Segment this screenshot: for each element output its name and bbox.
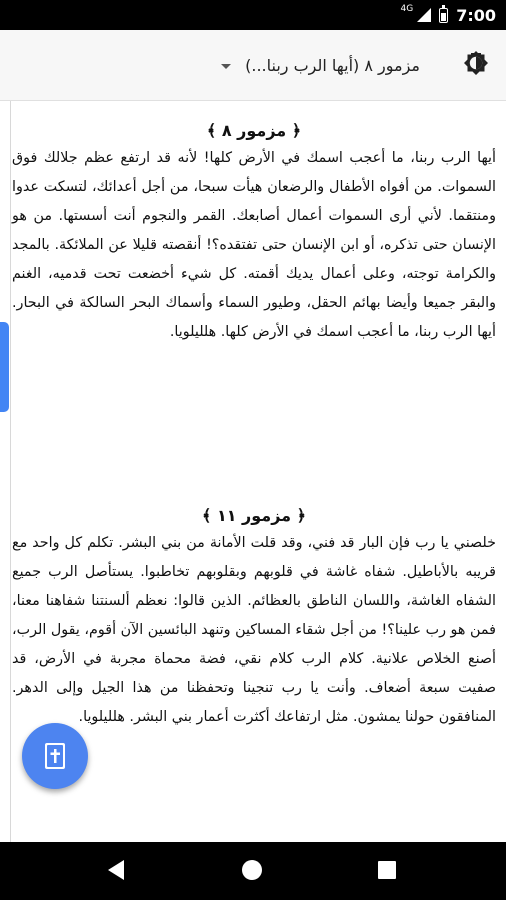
brightness-icon[interactable]	[462, 49, 490, 77]
home-icon[interactable]	[242, 860, 262, 880]
psalm-text: أيها الرب ربنا، ما أعجب اسمك في الأرض كلها! لأنه قد ارتفع عظم جلالك فوق السموات. من أفواه الأطفال والرضعان هيأت سبحا، من أجل أعدائك، لتسكت عدوا ومنتقما. لأني أرى السموات أعمال أصابعك. القمر والنجوم أنت أسستها. من هو الإنسان حتى تذكره، أو ابن الإنسان حتى تفتقده؟! أنقصته قليلا عن الملائكة. بالمجد والكرامة توجته، وعلى أعمال يديك أقمته. كل شيء أخضعت تحت قدميه، الغنم والبقر جميعا وأيضا بهائم الحقل، وطيور السماء وأسماك البحر السالكة في البحار. أيها الرب ربنا، ما أعجب اسمك في الأرض كلها. هلليلويا.	[12, 150, 496, 340]
status-time: 7:00	[456, 5, 496, 25]
dropdown-chevron-icon	[221, 64, 231, 69]
psalm-selector-label: مزمور ٨ (أيها الرب ربنا...)	[245, 55, 420, 75]
psalm-section	[10, 121, 498, 347]
scroll-handle[interactable]	[0, 322, 9, 412]
psalm-title: ﴿ مزمور ١١ ﴾	[201, 506, 306, 525]
psalm-section	[10, 506, 498, 732]
signal-icon	[417, 8, 431, 22]
open-bible-button[interactable]	[22, 723, 88, 789]
status-bar	[0, 0, 506, 30]
recents-icon[interactable]	[378, 861, 396, 879]
bible-book-icon	[44, 742, 66, 770]
back-icon[interactable]	[108, 860, 124, 880]
battery-icon	[439, 8, 448, 23]
system-nav-bar	[0, 842, 506, 900]
network-type: 4G	[400, 4, 414, 14]
psalm-selector-dropdown[interactable]	[160, 48, 420, 82]
status-icons	[401, 0, 497, 30]
psalm-title: ﴿ مزمور ٨ ﴾	[206, 121, 302, 140]
psalm-text: خلصني يا رب فإن البار قد فني، وقد قلت الأمانة من بني البشر. تكلم كل واحد مع قريبه بالأباطيل. شفاه غاشة في قلوبهم وبقلوبهم تخاطبوا. يستأصل الرب جميع الشفاه الغاشة، واللسان الناطق بالعظائم. الذين قالوا: نعظم ألسنتنا شفاهنا معنا، فمن هو رب علينا؟! من أجل شقاء المساكين وتنهد البائسين الآن أقوم، يقول الرب، أصنع الخلاص علانية. كلام الرب كلام نقي، فضة محماة مجربة في الأرض، قد صفيت سبعة أضعاف. وأنت يا رب تنجينا وتحفظنا من هذا الجيل وإلى الدهر. المنافقون حولنا يمشون. مثل ارتفاعك أكثرت أعمار بني البشر. هلليلويا.	[12, 535, 496, 725]
app-bar	[0, 30, 506, 101]
